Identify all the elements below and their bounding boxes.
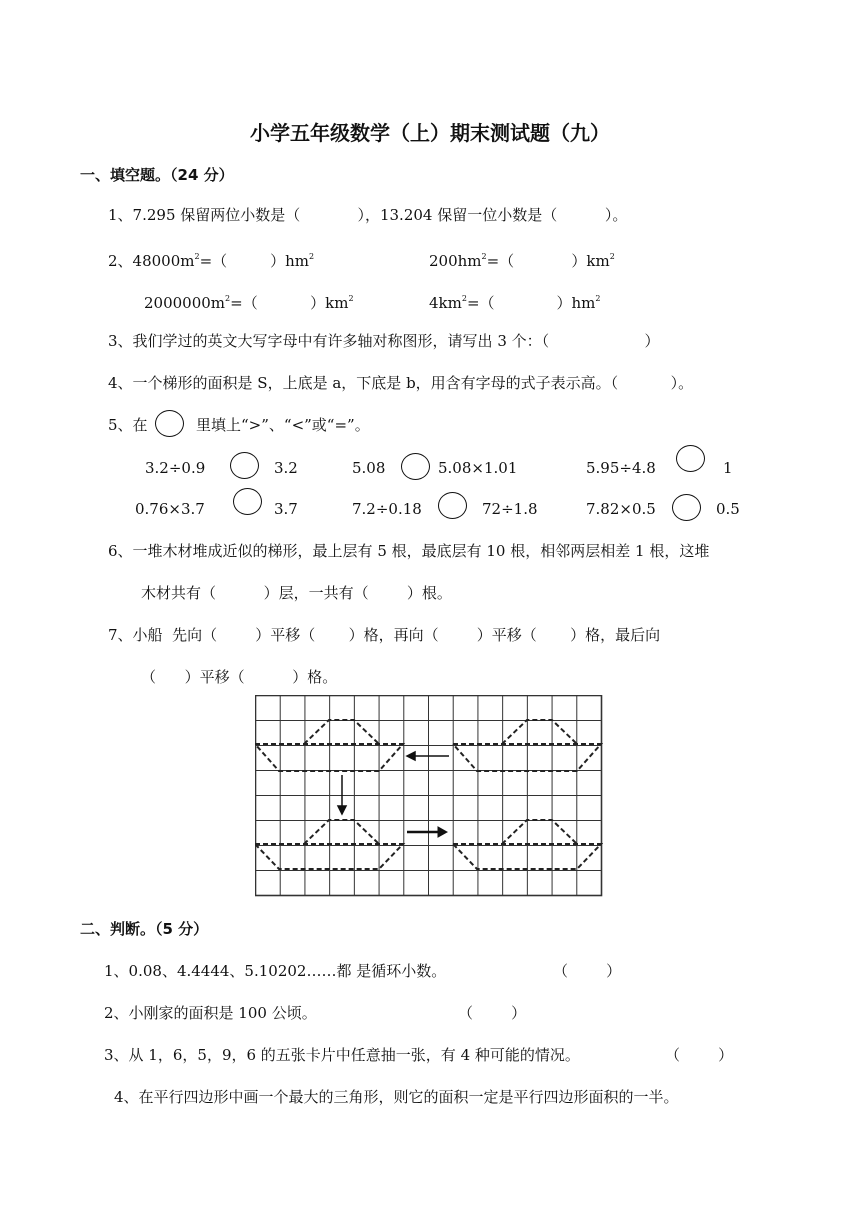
answer-circle (230, 452, 259, 479)
judge-item-1: 1、0.08、4.4444、5.10202……都 是循环小数。 (104, 962, 447, 980)
arrow-right (407, 827, 447, 837)
question-2a: 2、$48000m^2=$（ ）$hm^2$ (108, 252, 315, 270)
answer-circle (233, 488, 262, 515)
answer-circle (672, 494, 701, 521)
answer-circle (401, 453, 430, 480)
question-6-line2: 木材共有（ ）层，一共有（ ）根。 (141, 584, 452, 602)
question-1: 1、7.295 保留两位小数是（ ），13.204 保留一位小数是（ ）。 (108, 206, 628, 224)
judge-item-3: 3、从 1，6，5，9，6 的五张卡片中任意抽一张，有 4 种可能的情况。 (104, 1046, 580, 1064)
question-5-text: 里填上“>”、“<”或“=”。 (196, 416, 370, 434)
compare-right-5: 72÷1.8 (482, 500, 538, 518)
arrow-down (338, 775, 346, 814)
compare-left-1: 3.2÷0.9 (145, 459, 206, 477)
judge-bracket-1: （ ） (553, 962, 622, 980)
compare-right-2: 5.08×1.01 (438, 459, 518, 477)
question-2d: $4km^2=$（ ）$hm^2$ (429, 294, 601, 312)
compare-left-5: 7.2÷0.18 (352, 500, 422, 518)
answer-circle (438, 492, 467, 519)
answer-circle (155, 410, 184, 437)
page-title: 小学五年级数学（上）期末测试题（九） (250, 121, 610, 145)
compare-right-4: 3.7 (274, 500, 298, 518)
judge-item-2: 2、小刚家的面积是 100 公顷。 (104, 1004, 317, 1022)
question-2b: $200hm^2=$（ ）$km^2$ (429, 252, 615, 270)
boat-bottom-left (255, 820, 403, 869)
question-4: 4、一个梯形的面积是 S，上底是 a，下底是 b，用含有字母的式子表示高。（ ）。 (108, 374, 694, 392)
question-6-line1: 6、一堆木材堆成近似的梯形，最上层有 5 根，最底层有 10 根，相邻两层相差 1 根，这堆 (108, 542, 710, 560)
compare-left-2: 5.08 (352, 459, 386, 477)
compare-right-3: 1 (723, 459, 733, 477)
boat-translation-grid (255, 695, 603, 897)
section-2-heading: 二、判断。（5 分） (80, 920, 209, 938)
compare-left-6: 7.82×0.5 (586, 500, 656, 518)
answer-circle (676, 445, 705, 472)
judge-item-4: 4、在平行四边形中画一个最大的三角形，则它的面积一定是平行四边形面积的一半。 (114, 1088, 679, 1106)
question-7-line1: 7、小船 先向（ ）平移（ ）格，再向（ ）平移（ ）格，最后向 (108, 626, 661, 644)
question-7-line2: （ ）平移（ ）格。 (141, 668, 338, 686)
judge-bracket-2: （ ） (458, 1004, 527, 1022)
compare-right-1: 3.2 (274, 459, 298, 477)
compare-left-4: 0.76×3.7 (135, 500, 205, 518)
question-3: 3、我们学过的英文大写字母中有许多轴对称图形，请写出 3 个：（ ） (108, 332, 660, 350)
compare-right-6: 0.5 (716, 500, 740, 518)
question-2c: $2000000m^2=$（ ）$km^2$ (144, 294, 354, 312)
section-1-heading: 一、填空题。（24 分） (80, 166, 234, 184)
compare-left-3: 5.95÷4.8 (586, 459, 656, 477)
question-5-prefix: 5、在 (108, 416, 148, 434)
judge-bracket-3: （ ） (665, 1046, 734, 1064)
